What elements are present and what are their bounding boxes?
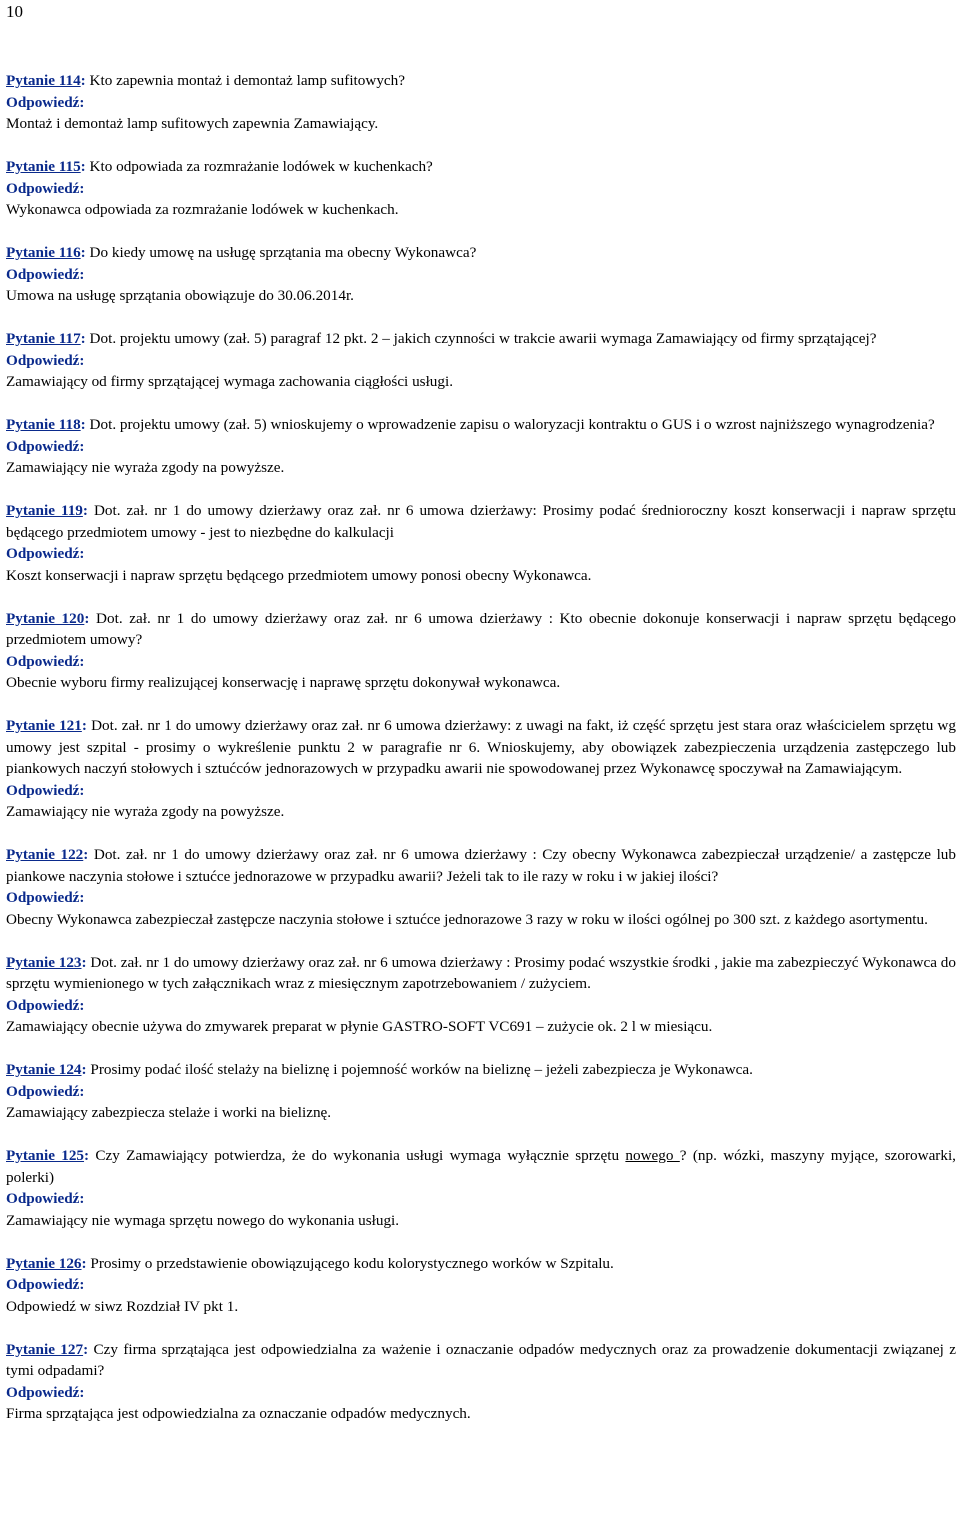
answer-text: Odpowiedź w siwz Rozdział IV pkt 1.: [6, 1297, 239, 1315]
question-number: Pytanie 125: [6, 1147, 85, 1164]
qa-item-115: [6, 156, 956, 221]
question-number: Pytanie 127: [6, 1340, 84, 1358]
question-number: Pytanie 114: [6, 72, 81, 89]
question-number: Pytanie 115: [6, 158, 81, 175]
answer-label: Odpowiedź:: [6, 652, 85, 670]
question-label: Pytanie 119:: [6, 502, 94, 519]
qa-item-124: [6, 1059, 956, 1124]
question-underlined-text: nowego: [625, 1147, 680, 1164]
answer-label: Odpowiedź:: [6, 351, 85, 369]
answer-label: Odpowiedź:: [6, 1383, 85, 1401]
question-number: Pytanie 124: [6, 1061, 82, 1078]
question-text: Prosimy o przedstawienie obowiązującego kodu kolorystycznego worków w Szpitalu.: [90, 1254, 614, 1272]
question-number: Pytanie 122: [6, 846, 84, 863]
qa-item-126: [6, 1253, 956, 1318]
qa-item-120: [6, 608, 956, 694]
question-text: Dot. zał. nr 1 do umowy dzierżawy oraz zał. nr 6 umowa dzierżawy: Prosimy podać średnioroczny koszt konserwacji i napraw sprzętu będącego przedmiotem umowy - jest to niezbędne do kalkulacji: [6, 502, 957, 541]
question-number: Pytanie 121: [6, 717, 82, 734]
answer-text: Umowa na usługę sprzątania obowiązuje do 30.06.2014r.: [6, 287, 354, 304]
question-label: Pytanie 123:: [6, 953, 91, 971]
question-number: Pytanie 116: [6, 244, 81, 261]
qa-item-118: [6, 414, 956, 479]
question-number: Pytanie 117: [6, 330, 81, 347]
question-text: Dot. zał. nr 1 do umowy dzierżawy oraz zał. nr 6 umowa dzierżawy: z uwagi na fakt, iż część sprzętu jest stara oraz właścicielem sprzętu wg umowy jest szpital - prosimy o wykreślenie punktu 2 w paragrafie nr 6. Wnioskujemy, aby obowiązek zabezpieczenia urządzenia zastępczego lub piankowych naczyń stołowych i sztućców jednorazowych w przypadku awarii nie spowodowanej przez Wykonawcę spoczywał na Zamawiającym.: [6, 717, 956, 777]
question: [6, 1145, 956, 1188]
qa-item-122: [6, 844, 956, 930]
question: [6, 70, 956, 92]
question-text: Kto odpowiada za rozmrażanie lodówek w kuchenkach?: [89, 158, 433, 175]
question-label: Pytanie 115:: [6, 158, 90, 175]
answer-text: Koszt konserwacji i napraw sprzętu będącego przedmiotem umowy ponosi obecny Wykonawca.: [6, 566, 592, 584]
question-label: Pytanie 122:: [6, 846, 94, 863]
answer-label: Odpowiedź:: [6, 781, 85, 799]
answer-label: Odpowiedź:: [6, 1082, 85, 1100]
question: [6, 1253, 956, 1275]
question: [6, 952, 956, 995]
answer-label: Odpowiedź:: [6, 1190, 85, 1207]
question: [6, 414, 956, 436]
answer-text: Zamawiający nie wyraża zgody na powyższe.: [6, 459, 285, 476]
question-label: Pytanie 127:: [6, 1340, 94, 1358]
question-label: Pytanie 121:: [6, 717, 92, 734]
qa-item-123: [6, 952, 956, 1038]
answer-label: Odpowiedź:: [6, 437, 85, 455]
question: [6, 500, 956, 543]
question-label: Pytanie 118:: [6, 416, 90, 433]
answer-label: Odpowiedź:: [6, 545, 85, 562]
question-label: Pytanie 120:: [6, 609, 97, 627]
qa-item-125: [6, 1145, 956, 1231]
question-text: Czy firma sprzątająca jest odpowiedzialna za ważenie i oznaczanie odpadów medycznych oraz za prowadzenie dokumentacji związanej z tymi odpadami?: [6, 1340, 956, 1379]
question: [6, 1339, 956, 1382]
qa-item-121: [6, 715, 956, 823]
qa-item-119: [6, 500, 956, 586]
qa-item-117: [6, 328, 956, 393]
question-text-end: ? (np. wózki, maszyny myjące, szorowarki, polerki): [6, 1147, 956, 1186]
qa-item-127: [6, 1339, 956, 1425]
question-text: Prosimy podać ilość stelaży na bieliznę i pojemność worków na bieliznę – jeżeli zabezpiecza je Wykonawca.: [90, 1061, 753, 1078]
answer-text: Zamawiający zabezpiecza stelaże i worki na bieliznę.: [6, 1104, 332, 1121]
question-label: Pytanie 117:: [6, 330, 90, 347]
question-label: Pytanie 124:: [6, 1061, 91, 1078]
qa-item-114: [6, 70, 956, 135]
answer-label: Odpowiedź:: [6, 265, 85, 283]
page-number: 10: [6, 2, 23, 21]
answer-label: Odpowiedź:: [6, 996, 85, 1014]
question: [6, 156, 956, 178]
document-body: [6, 70, 956, 1446]
question-label: Pytanie 125:: [6, 1147, 96, 1164]
question-number: Pytanie 120: [6, 609, 85, 627]
answer-text: Obecny Wykonawca zabezpieczał zastępcze naczynia stołowe i sztućce jednorazowe 3 razy w roku w ilości ogólnej po 300 szt. z każdego asortymentu.: [6, 910, 928, 928]
answer-label: Odpowiedź:: [6, 179, 85, 197]
answer-text: Zamawiający obecnie używa do zmywarek preparat w płynie GASTRO-SOFT VC691 – zużycie ok. 2 l w miesiącu.: [6, 1018, 713, 1035]
question-text: Kto zapewnia montaż i demontaż lamp sufitowych?: [89, 72, 405, 89]
question-text: Czy Zamawiający potwierdza, że do wykonania usługi wymaga wyłącznie sprzętu: [95, 1147, 626, 1164]
answer-text: Zamawiający nie wymaga sprzętu nowego do wykonania usługi.: [6, 1211, 400, 1229]
qa-item-116: [6, 242, 956, 307]
answer-text: Montaż i demontaż lamp sufitowych zapewnia Zamawiający.: [6, 115, 379, 132]
question: [6, 1059, 956, 1081]
question: [6, 328, 956, 350]
question: [6, 242, 956, 264]
question: [6, 608, 956, 651]
question-label: Pytanie 116:: [6, 244, 90, 261]
answer-label: Odpowiedź:: [6, 1276, 85, 1293]
answer-text: Zamawiający nie wyraża zgody na powyższe.: [6, 803, 285, 820]
question-text: Dot. projektu umowy (zał. 5) wnioskujemy o wprowadzenie zapisu o waloryzacji kontraktu o GUS i o wzrost najniższego wynagrodzenia?: [89, 416, 935, 433]
question-text: Dot. zał. nr 1 do umowy dzierżawy oraz zał. nr 6 umowa dzierżawy : Czy obecny Wykonawca zabezpieczał urządzenie/ a zastępcze lub piankowe naczynia stołowe i sztućce jednorazowe w przypadku awarii? Jeżeli tak to ile razy w roku i w jakiej ilości?: [6, 846, 956, 885]
question-label: Pytanie 126:: [6, 1254, 91, 1272]
question-text: Dot. projektu umowy (zał. 5) paragraf 12 pkt. 2 – jakich czynności w trakcie awarii wymaga Zamawiający od firmy sprzątającej?: [89, 330, 877, 347]
question: [6, 844, 956, 887]
question-text: Do kiedy umowę na usługę sprzątania ma obecny Wykonawca?: [89, 244, 477, 261]
answer-text: Firma sprzątająca jest odpowiedzialna za oznaczanie odpadów medycznych.: [6, 1405, 471, 1422]
question-number: Pytanie 123: [6, 953, 82, 971]
answer-label: Odpowiedź:: [6, 889, 85, 906]
question-number: Pytanie 126: [6, 1254, 82, 1272]
answer-text: Zamawiający od firmy sprzątającej wymaga zachowania ciągłości usługi.: [6, 373, 454, 390]
answer-text: Obecnie wyboru firmy realizującej konserwację i naprawę sprzętu dokonywał wykonawca.: [6, 674, 561, 691]
question: [6, 715, 956, 780]
question-number: Pytanie 118: [6, 416, 81, 433]
question-number: Pytanie 119: [6, 502, 83, 519]
answer-label: Odpowiedź:: [6, 93, 85, 111]
question-label: Pytanie 114:: [6, 72, 90, 89]
question-text: Dot. zał. nr 1 do umowy dzierżawy oraz zał. nr 6 umowa dzierżawy : Prosimy podać wszystkie środki , jakie ma zabezpieczyć Wykonawca do sprzętu wymienionego w tych załącznikach wraz z miesięcznym zapotrzebowaniem / zużyciem.: [6, 953, 956, 992]
answer-text: Wykonawca odpowiada za rozmrażanie lodówek w kuchenkach.: [6, 201, 399, 218]
question-text: Dot. zał. nr 1 do umowy dzierżawy oraz zał. nr 6 umowa dzierżawy : Kto obecnie dokonuje konserwacji i napraw sprzętu będącego przedmiotem umowy?: [6, 609, 957, 648]
